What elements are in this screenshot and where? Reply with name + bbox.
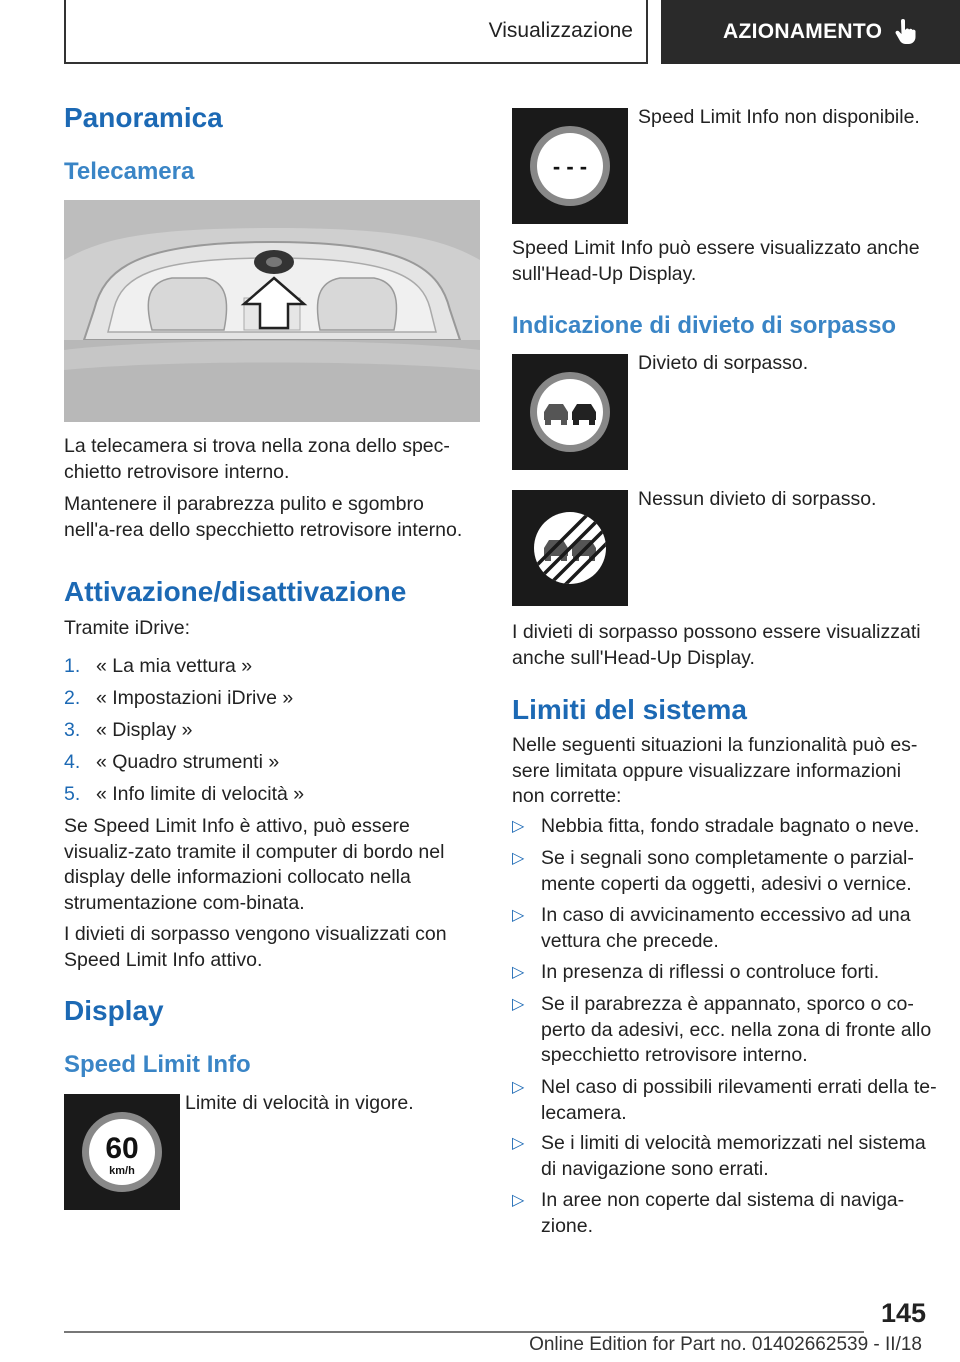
bullet-marker: ▷: [512, 996, 525, 1013]
header-chapter-label: AZIONAMENTO: [723, 20, 883, 43]
end-no-passing-icon: [528, 506, 612, 590]
end-no-passing-caption: Nessun divieto di sorpasso.: [638, 488, 877, 510]
page-number: 145: [880, 1298, 926, 1328]
step-number: 4.: [64, 751, 81, 773]
step-text: « Quadro strumenti »: [96, 751, 280, 773]
camera-cleaning-text: Mantenere il parabrezza pulito e sgombro nell'a-rea dello specchietto retrovisore interno.: [64, 493, 463, 541]
bullet-marker: ▷: [512, 964, 525, 981]
step-text: « Impostazioni iDrive »: [96, 687, 294, 709]
bullet-text: Se i segnali sono completamente o parzial-mente coperti da oggetti, adesivi o vernice.: [541, 847, 914, 895]
speed-limit-unavailable-icon: [528, 124, 612, 208]
no-passing-icon: [528, 370, 612, 454]
speed-limit-value: 60: [105, 1132, 139, 1165]
no-passing-caption: Divieto di sorpasso.: [638, 352, 809, 374]
hud-speed-text: Speed Limit Info può essere visualizzato anche sull'Head-Up Display.: [512, 237, 920, 285]
no-passing-sign-image: [512, 354, 628, 470]
hand-pointer-icon: [894, 19, 916, 45]
step-number: 2.: [64, 687, 81, 709]
heading-attivazione: Attivazione/disattivazione: [64, 576, 407, 607]
header-section-label: Visualizzazione: [488, 19, 633, 42]
speed-limit-unit: km/h: [109, 1165, 135, 1177]
heading-system-limits: Limiti del sistema: [512, 694, 747, 725]
step-text: « Info limite di velocità »: [96, 783, 305, 805]
bullet-text: Se il parabrezza è appannato, sporco o co-perto da adesivi, ecc. nella zona di fronte allo specchietto retrovisore interno.: [541, 993, 932, 1066]
bullet-marker: ▷: [512, 1079, 525, 1096]
unavailable-caption: Speed Limit Info non disponibile.: [638, 106, 920, 128]
bullet-marker: ▷: [512, 850, 525, 867]
speed-limit-60-icon: [80, 1110, 164, 1194]
limits-intro: Nelle seguenti situazioni la funzionalità può es-sere limitata oppure visualizzare informazioni non corrette:: [512, 734, 918, 807]
step-number: 1.: [64, 655, 81, 677]
heading-speed-limit-info: Speed Limit Info: [64, 1051, 251, 1078]
bullet-text: In aree non coperte dal sistema di naviga-zione.: [541, 1189, 905, 1237]
no-passing-info-text: I divieti di sorpasso vengono visualizzati con Speed Limit Info attivo.: [64, 923, 447, 971]
header-section-title: [64, 0, 635, 62]
heading-telecamera: Telecamera: [64, 158, 195, 185]
speed-limit-caption: Limite di velocità in vigore.: [185, 1092, 414, 1114]
speed-limit-sign-image: [64, 1094, 180, 1210]
bullet-text: In caso di avvicinamento eccessivo ad una vettura che precede.: [541, 904, 911, 952]
bullet-text: Nebbia fitta, fondo stradale bagnato o neve.: [541, 815, 920, 837]
unavailable-sign-text: - - -: [552, 154, 588, 179]
bullet-marker: ▷: [512, 818, 525, 835]
bullet-marker: ▷: [512, 1192, 525, 1209]
step-text: « Display »: [96, 719, 193, 741]
heading-display: Display: [64, 995, 164, 1026]
heading-panoramica: Panoramica: [64, 102, 223, 133]
camera-location-text: La telecamera si trova nella zona dello spec-chietto retrovisore interno.: [64, 435, 450, 483]
bullet-marker: ▷: [512, 1135, 525, 1152]
bullet-text: Se i limiti di velocità memorizzati nel sistema di navigazione sono errati.: [541, 1132, 926, 1180]
end-no-passing-sign-image: [512, 490, 628, 606]
footer-edition: Online Edition for Part no. 01402662539 - II/18: [529, 1334, 922, 1355]
speed-limit-unavailable-sign-image: [512, 108, 628, 224]
hud-no-passing-text: I divieti di sorpasso possono essere visualizzati anche sull'Head-Up Display.: [512, 621, 921, 669]
step-number: 5.: [64, 783, 81, 805]
step-text: « La mia vettura »: [96, 655, 253, 677]
header-chapter-tab: [661, 0, 960, 64]
footer-divider: [64, 1331, 864, 1333]
heading-no-passing: Indicazione di divieto di sorpasso: [512, 312, 897, 339]
bullet-text: Nel caso di possibili rilevamenti errati della te-lecamera.: [541, 1076, 937, 1124]
rear-window-camera-illustration: [64, 200, 480, 422]
idrive-intro: Tramite iDrive:: [64, 617, 191, 639]
bullet-text: In presenza di riflessi o controluce forti.: [541, 961, 880, 983]
activation-description: Se Speed Limit Info è attivo, può essere visualiz-zato tramite il computer di bordo nel display delle informazioni collocato nella strumentazione com-binata.: [64, 815, 445, 914]
step-number: 3.: [64, 719, 81, 741]
bullet-marker: ▷: [512, 907, 525, 924]
